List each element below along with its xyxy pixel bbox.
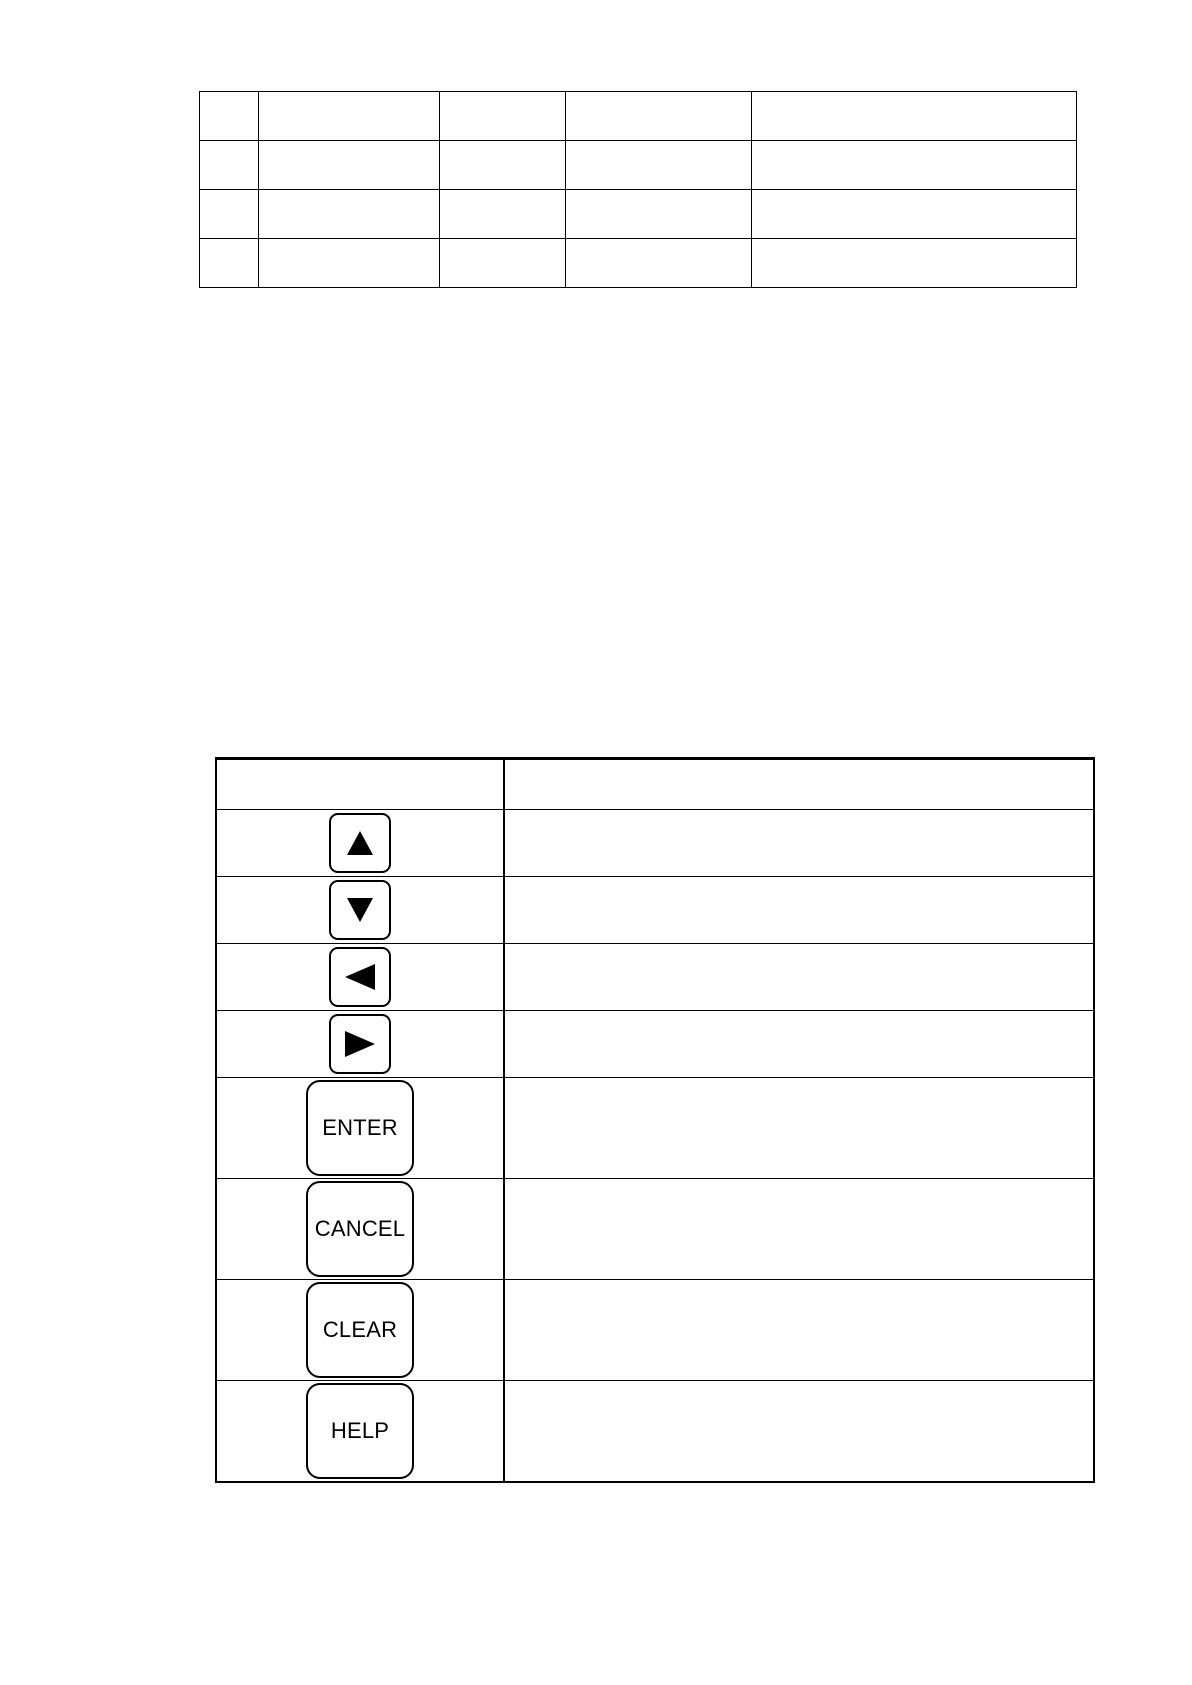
table-row — [200, 239, 1077, 288]
table-cell — [440, 190, 566, 239]
key-cell — [216, 877, 504, 944]
up-arrow-key[interactable] — [329, 813, 391, 873]
left-arrow-key[interactable] — [329, 947, 391, 1007]
cancel-key[interactable]: CANCEL — [306, 1181, 414, 1277]
key-description — [504, 944, 1094, 1011]
enter-key[interactable]: ENTER — [306, 1080, 414, 1176]
left-arrow-icon — [343, 962, 377, 992]
table-cell — [440, 141, 566, 190]
table-row — [216, 1381, 1094, 1483]
key-cell — [216, 810, 504, 877]
key-description — [504, 1280, 1094, 1381]
table-cell — [752, 92, 1077, 141]
down-arrow-key[interactable] — [329, 880, 391, 940]
table-row — [216, 1011, 1094, 1078]
top-table — [199, 91, 1077, 288]
table-cell — [752, 239, 1077, 288]
key-description — [504, 877, 1094, 944]
key-cell — [216, 1011, 504, 1078]
key-table — [215, 757, 1095, 1483]
table-row — [200, 190, 1077, 239]
table-cell — [200, 190, 259, 239]
table-row — [216, 1280, 1094, 1381]
table-cell — [440, 239, 566, 288]
help-key[interactable]: HELP — [306, 1383, 414, 1479]
table-row — [216, 1179, 1094, 1280]
key-cell — [216, 1179, 504, 1280]
key-column-header — [216, 759, 504, 810]
table-cell — [259, 190, 440, 239]
key-cell — [216, 1280, 504, 1381]
table-row — [216, 810, 1094, 877]
key-description — [504, 1078, 1094, 1179]
table-cell — [259, 239, 440, 288]
key-cell — [216, 944, 504, 1011]
down-arrow-icon — [345, 896, 375, 924]
table-cell — [440, 92, 566, 141]
table-cell — [259, 141, 440, 190]
right-arrow-icon — [343, 1029, 377, 1059]
clear-key[interactable]: CLEAR — [306, 1282, 414, 1378]
key-cell — [216, 1078, 504, 1179]
table-row — [216, 1078, 1094, 1179]
up-arrow-icon — [345, 829, 375, 857]
table-cell — [259, 92, 440, 141]
key-cell — [216, 1381, 504, 1483]
key-description — [504, 1179, 1094, 1280]
table-row — [200, 92, 1077, 141]
key-description — [504, 1381, 1094, 1483]
description-column-header — [504, 759, 1094, 810]
table-cell — [752, 190, 1077, 239]
right-arrow-key[interactable] — [329, 1014, 391, 1074]
table-row — [200, 141, 1077, 190]
table-cell — [200, 239, 259, 288]
table-cell — [566, 190, 752, 239]
key-description — [504, 810, 1094, 877]
table-row — [216, 877, 1094, 944]
table-cell — [200, 92, 259, 141]
table-cell — [566, 239, 752, 288]
table-cell — [752, 141, 1077, 190]
key-table-header — [216, 759, 1094, 810]
key-description — [504, 1011, 1094, 1078]
table-cell — [566, 141, 752, 190]
table-cell — [566, 92, 752, 141]
table-cell — [200, 141, 259, 190]
table-row — [216, 944, 1094, 1011]
